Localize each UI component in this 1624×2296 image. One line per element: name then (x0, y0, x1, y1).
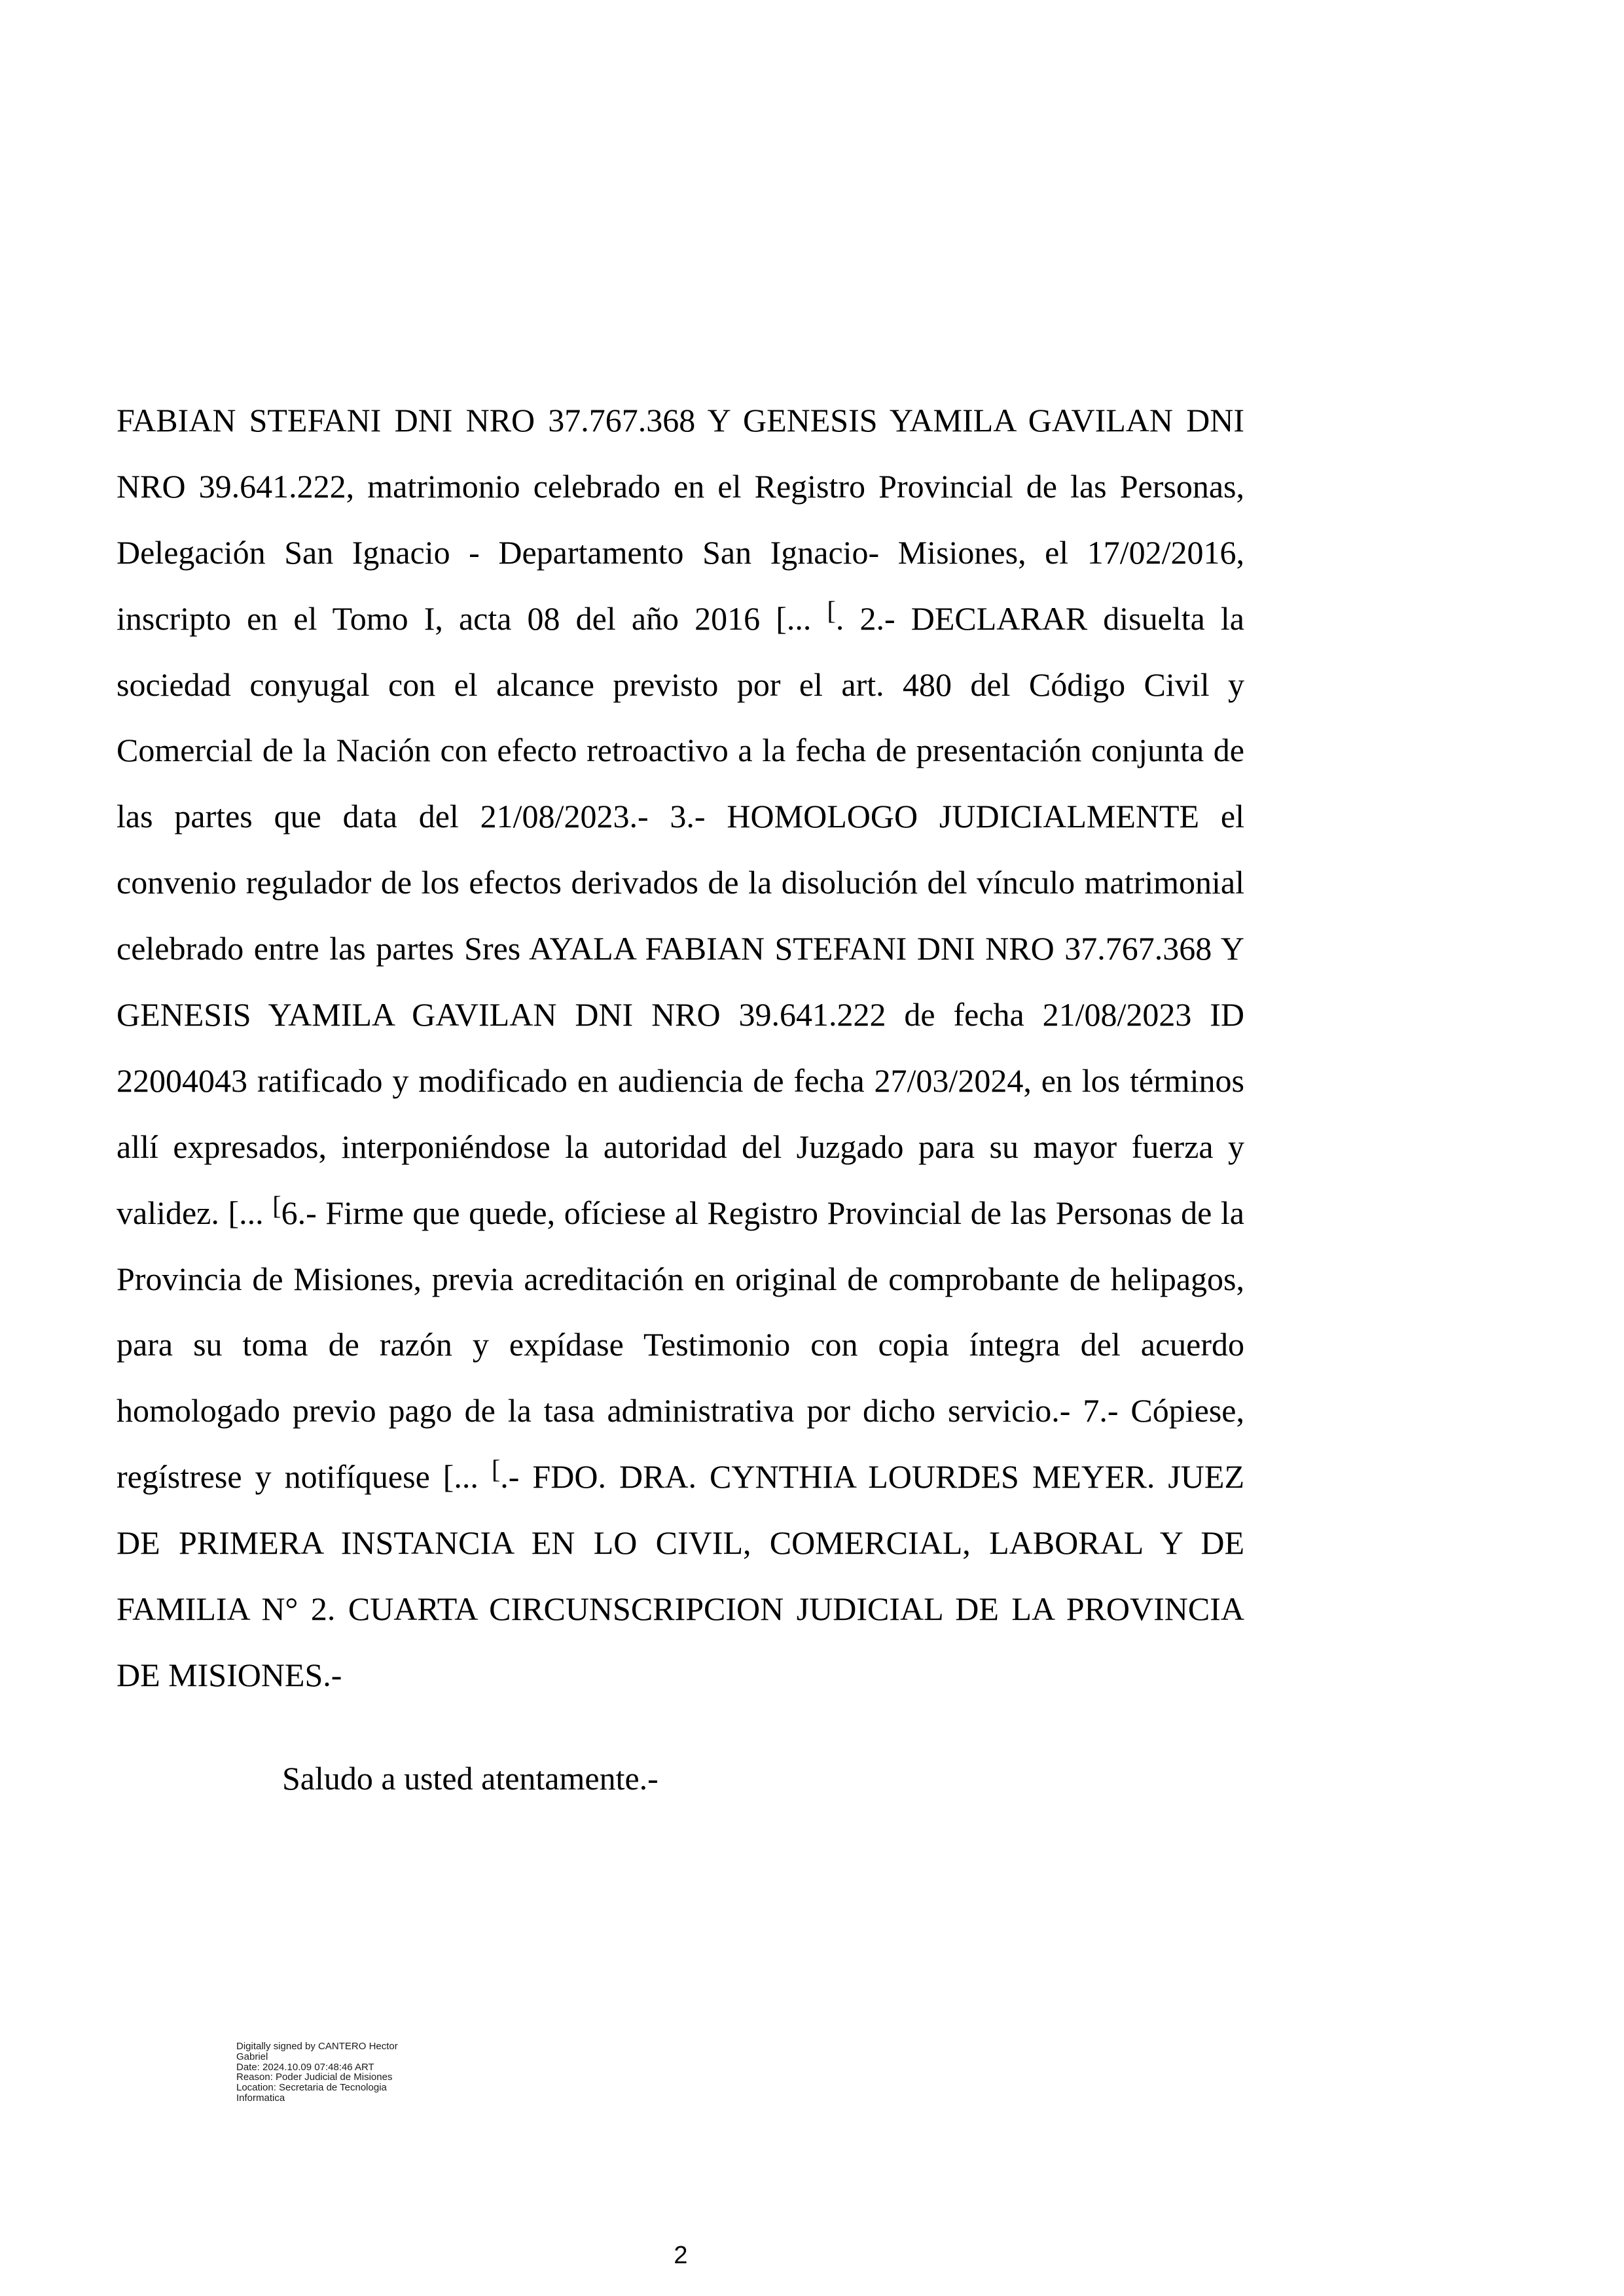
digital-signature-stamp (236, 2041, 398, 2104)
body-line: sociedad conyugal con el alcance previsto por el art. 480 del Código Civil y (117, 666, 1244, 703)
bracket-mark: [ (491, 1454, 501, 1484)
body-line-segment: inscripto en el Tomo I, acta 08 del año 2016 [... (117, 600, 827, 637)
signature-line: Digitally signed by CANTERO Hector (236, 2041, 398, 2052)
signature-line: Gabriel (236, 2051, 268, 2062)
bracket-mark: [ (272, 1190, 281, 1220)
signature-line: Location: Secretaria de Tecnologia (236, 2082, 387, 2094)
body-line: Delegación San Ignacio - Departamento San Ignacio- Misiones, el 17/02/2016, (117, 533, 1244, 571)
body-line: allí expresados, interponiéndose la autoridad del Juzgado para su mayor fuerza y (117, 1128, 1244, 1165)
page-number: 2 (674, 2242, 688, 2269)
body-line: las partes que data del 21/08/2023.- 3.- HOMOLOGO JUDICIALMENTE el (117, 798, 1244, 835)
body-line-segment: validez. [... (117, 1194, 273, 1231)
signature-line: Reason: Poder Judicial de Misiones (236, 2072, 393, 2083)
document-body (117, 387, 1244, 1708)
body-line: DE MISIONES.- (117, 1656, 342, 1693)
body-line: NRO 39.641.222, matrimonio celebrado en el Registro Provincial de las Personas, (117, 467, 1244, 505)
body-line: DE PRIMERA INSTANCIA EN LO CIVIL, COMERCIAL, LABORAL Y DE (117, 1524, 1244, 1562)
body-line-segment: 6.- Firme que quede, ofíciese al Registro Provincial de las Personas de la (281, 1194, 1244, 1231)
signature-line: Date: 2024.10.09 07:48:46 ART (236, 2061, 374, 2073)
body-line: GENESIS YAMILA GAVILAN DNI NRO 39.641.222 de fecha 21/08/2023 ID (117, 996, 1244, 1033)
body-line: 22004043 ratificado y modificado en audiencia de fecha 27/03/2024, en los términos (117, 1062, 1244, 1099)
body-line: homologado previo pago de la tasa administrativa por dicho servicio.- 7.- Cópiese, (117, 1392, 1244, 1429)
body-line: convenio regulador de los efectos derivados de la disolución del vínculo matrimonial (117, 864, 1244, 901)
body-line: Comercial de la Nación con efecto retroactivo a la fecha de presentación conjunta de (117, 732, 1244, 769)
body-line (117, 1444, 1244, 1510)
body-line: Provincia de Misiones, previa acreditación en original de comprobante de helipagos, (117, 1260, 1244, 1297)
body-line: para su toma de razón y expídase Testimonio con copia íntegra del acuerdo (117, 1326, 1244, 1363)
closing-salutation: Saludo a usted atentamente.- (282, 1760, 659, 1797)
body-line (117, 586, 1244, 652)
body-line: FABIAN STEFANI DNI NRO 37.767.368 Y GENESIS YAMILA GAVILAN DNI (117, 402, 1244, 439)
body-line-segment: . 2.- DECLARAR disuelta la (835, 600, 1244, 637)
body-line-segment: regístrese y notifíquese [... (117, 1458, 492, 1496)
body-line-segment: .- FDO. DRA. CYNTHIA LOURDES MEYER. JUEZ (500, 1458, 1244, 1496)
body-line (117, 1180, 1244, 1246)
body-line: celebrado entre las partes Sres AYALA FABIAN STEFANI DNI NRO 37.767.368 Y (117, 930, 1244, 967)
signature-line: Informatica (236, 2092, 285, 2104)
body-line: FAMILIA N° 2. CUARTA CIRCUNSCRIPCION JUDICIAL DE LA PROVINCIA (117, 1590, 1244, 1628)
bracket-mark: [ (827, 596, 836, 626)
